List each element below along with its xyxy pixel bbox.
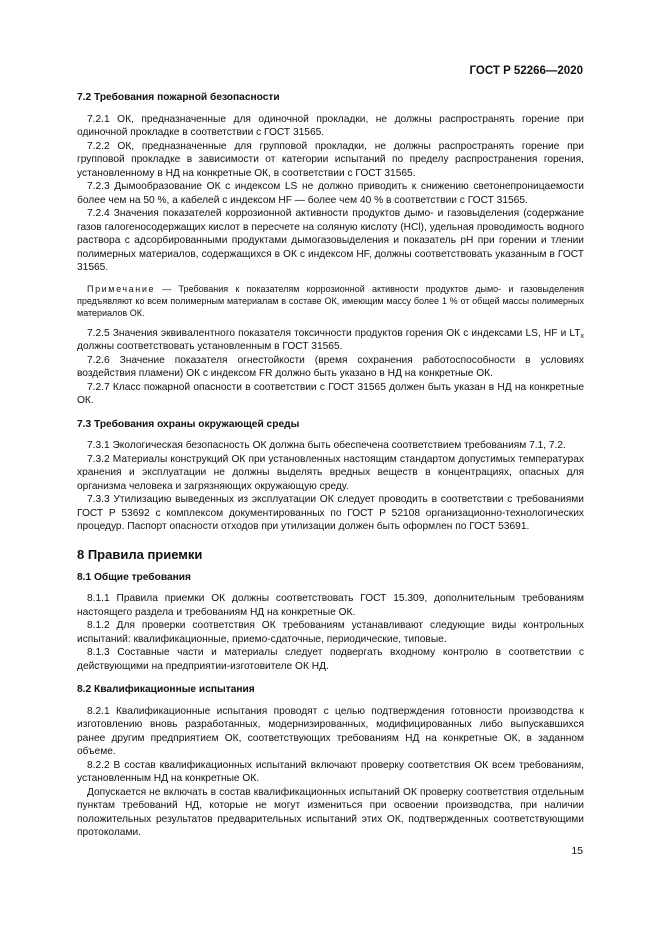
section-8-1-title: 8.1 Общие требования <box>77 571 191 583</box>
paragraph-7-2-4: 7.2.4 Значения показателей коррозионной активности продуктов дымо- и газовыделения (содержание газов галогеносодержащих кислот в пересчете на соляную кислоту (HCl), удельная проводимость водного раствора с адсорбированными продуктами дымогазовыделения и показатель pH при горении и тлении полимерных материалов, содержащихся в ОК с индексом HF, должны соответствовать указанным в ГОСТ 31565. <box>77 208 584 273</box>
paragraph-7-2-7: 7.2.7 Класс пожарной опасности в соответствии с ГОСТ 31565 должен быть указан в НД на конкретные ОК. <box>77 381 584 406</box>
page-number: 15 <box>571 845 583 857</box>
paragraph-8-1-1: 8.1.1 Правила приемки ОК должны соответствовать ГОСТ 15.309, дополнительным требованиям настоящего раздела и требованиям НД на конкретные ОК. <box>77 593 584 618</box>
page-content <box>77 91 584 840</box>
paragraph-8-2-2: 8.2.2 В состав квалификационных испытаний включают проверку соответствия ОК всем требованиям, установленным НД на конкретные ОК. <box>77 759 584 784</box>
section-7-3-title: 7.3 Требования охраны окружающей среды <box>77 418 300 430</box>
paragraph-7-2-6: 7.2.6 Значение показателя огнестойкости (время сохранения работоспособности в условиях воздействия пламени) ОК с индексом FR должно быть указано в НД на конкретные ОК. <box>77 354 584 379</box>
paragraph-7-2-5-text: 7.2.5 Значения эквивалентного показателя токсичности продуктов горения ОК с индексами LS, HF и LT <box>87 327 581 339</box>
paragraph-7-3-1: 7.3.1 Экологическая безопасность ОК должна быть обеспечена соответствием требованиям 7.1, 7.2. <box>87 440 566 451</box>
note <box>77 283 584 319</box>
note-text: — Требования к показателям коррозионной активности продуктов дымо- и газовыделения предъявляют ко всем полимерным материалам в составе ОК, имеющим массу более 1 % от общей массы полимерных материалов ОК. <box>77 283 584 318</box>
paragraph-8-1-3: 8.1.3 Составные части и материалы следует подвергать входному контролю в соответствии с действующими на предприятии-изготовителе ОК НД. <box>77 647 584 672</box>
paragraph-7-3-2: 7.3.2 Материалы конструкций ОК при установленных настоящим стандартом допустимых температурах хранения и эксплуатации не должны выделять вредных веществ в концентрациях, опасных для организма человека и загрязняющих окружающую среду. <box>77 453 584 492</box>
paragraph-8-1-2: 8.1.2 Для проверки соответствия ОК требованиям устанавливают следующие виды контрольных испытаний: квалификационные, приемо-сдаточные, периодические, типовые. <box>77 620 584 645</box>
paragraph-7-3-3: 7.3.3 Утилизацию выведенных из эксплуатации ОК следует проводить в соответствии с требованиями ГОСТ Р 53692 с комплексом документированных по ГОСТ Р 52108 организационно-технологических процедур. Паспорт опасности отходов при утилизации должен быть оформлен по ГОСТ 53691. <box>77 494 584 532</box>
paragraph-7-2-5 <box>77 327 584 354</box>
section-8-2-title: 8.2 Квалификационные испытания <box>77 684 255 695</box>
standard-number: ГОСТ Р 52266—2020 <box>469 65 583 77</box>
note-lead: Примечание <box>87 283 156 294</box>
paragraph-8-2-1: 8.2.1 Квалификационные испытания проводят с целью подтверждения готовности производства к изготовлению вновь разработанных, модернизированных, модифицированных либо выпускавшихся ранее другим предприятием ОК, соответствующих требованиям НД на конкретные ОК, в заданном объеме. <box>77 705 584 757</box>
subscript-x: x <box>580 332 584 340</box>
paragraph-8-2-3: Допускается не включать в состав квалификационных испытаний ОК проверку соответствия отдельным пунктам требований НД, которые не могут измениться при освоении производства, при наличии положительных результатов предварительных испытаний этих ОК, подтвержденных соответствующими протоколами. <box>77 786 584 838</box>
section-8-title: 8 Правила приемки <box>77 546 203 562</box>
paragraph-7-2-5-tail: должны соответствовать установленным в ГОСТ 31565. <box>77 341 343 352</box>
section-7-2-title: 7.2 Требования пожарной безопасности <box>77 92 280 103</box>
paragraph-7-2-2: 7.2.2 ОК, предназначенные для групповой прокладки, не должны распространять горение при групповой прокладке в зависимости от категории испытаний по пределу распространения горения, установленному в НД на конкретные ОК, в соответствии с ГОСТ 31565. <box>77 140 584 179</box>
paragraph-7-2-3: 7.2.3 Дымообразование ОК с индексом LS не должно приводить к снижению светонепроницаемости более чем на 50 %, а кабелей с индексом HF — более чем 40 % в соответствии с ГОСТ 31565. <box>77 181 584 206</box>
paragraph-7-2-1: 7.2.1 ОК, предназначенные для одиночной прокладки, не должны распространять горение при одиночной прокладке в соответствии с ГОСТ 31565. <box>77 113 584 138</box>
